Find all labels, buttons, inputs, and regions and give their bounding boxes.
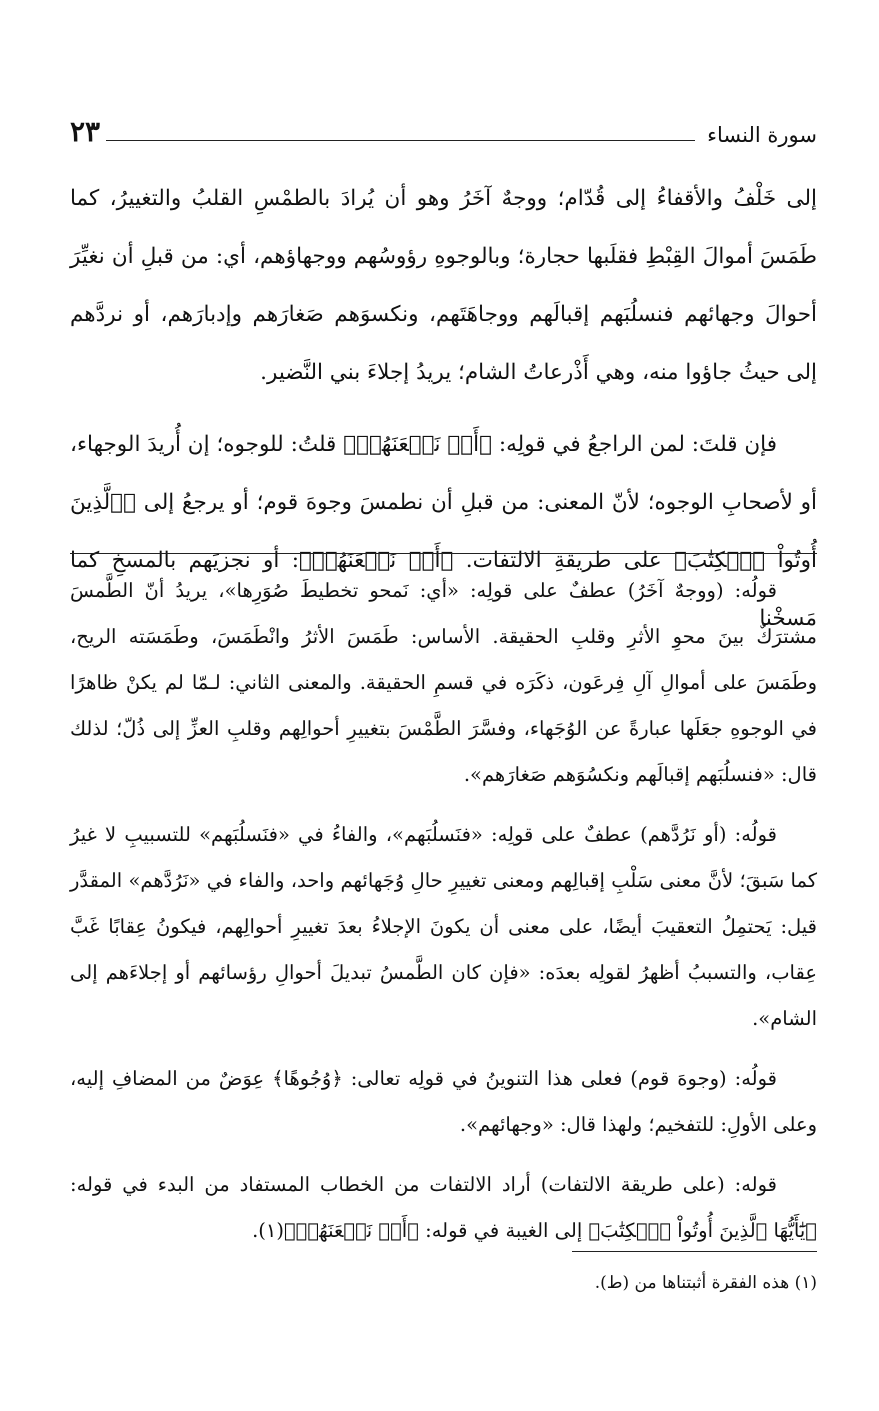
commentary bbox=[70, 568, 817, 1268]
footnote-divider bbox=[572, 1251, 817, 1252]
commentary-paragraph-4: قوله: (على طريقة الالتفات) أراد الالتفات من الخطاب المستفاد من البدء في قوله: ﴿يَٰٓأَيُّهَا ٱلَّذِينَ أُوتُواْ ٱلۡكِتَٰبَ﴾ إلى الغيبة في قوله: ﴿أَوۡ نَلۡعَنَهُمۡ﴾(١). bbox=[70, 1173, 817, 1242]
commentary-paragraph-1: قولُه: (ووجهٌ آخَرُ) عطفٌ على قولِه: «أي: نَمحو تخطيطَ صُوَرِها»، يريدُ أنّ الطَّمسَ مشترَكٌ بينَ محوِ الأثرِ وقلبِ الحقيقة. الأساس: طَمَسَ الأثرُ وانْطَمَسَ، وطَمَسَته الريح، وطَمَسَ على أموالِ آلِ فِرعَون، ذكَرَه في قسمِ الحقيقة. والمعنى الثاني: لـمّا لم يكنْ ظاهرًا في الوجوهِ جعَلَها عبارةً عن الوُجَهاء، وفسَّرَ الطَّمْسَ بتغييرِ أحوالِهم وقلبِ العزِّ إلى ذُلّ؛ لذلك قال: «فنسلُبَهم إقبالَهم ونكسُوَهم صَغارَهم». bbox=[70, 579, 817, 786]
commentary-paragraph-2: قولُه: (أو نَرُدَّهم) عطفٌ على قولِه: «فنَسلُبَهم»، والفاءُ في «فنَسلُبَهم» للتسبيبِ لا غيرُ كما سَبقَ؛ لأنَّ معنى سَلْبِ إقبالِهم ومعنى تغييرِ حالِ وُجَهائهم واحد، والفاء في «نَرُدَّهم» المقدَّر قيل: يَحتمِلُ التعقيبَ أيضًا، على معنى أن يكونَ الإجلاءُ بعدَ تغييرِ أحوالِهم، فيكونُ عِقابًا غَبَّ عِقاب، والتسببُ أظهرُ لقولِه بعدَه: «فإن كان الطَّمسُ تبديلَ أحوالِ رؤسائهم أو إجلاءَهم إلى الشام». bbox=[70, 823, 817, 1030]
main-paragraph-2: فإن قلتَ: لمن الراجعُ في قولِه: ﴿أَوۡ نَلۡعَنَهُمۡ﴾ قلتُ: للوجوه؛ إن أُريدَ الوجهاء، أو لأصحابِ الوجوه؛ لأنّ المعنى: من قبلِ أن نطمسَ وجوهَ قوم؛ أو يرجعُ إلى ﴿ٱلَّذِينَ أُوتُواْ ٱلۡكِتَٰبَ﴾ على طريقةِ الالتفات. ﴿أَوۡ نَلۡعَنَهُمۡ﴾: أو نجزيَهم بالمسخِ كما مَسخْنا bbox=[70, 432, 817, 631]
main-paragraph-1: إلى خَلْفُ والأقفاءُ إلى قُدّام؛ ووجهٌ آخَرُ وهو أن يُرادَ بالطمْسِ القلبُ والتغييرُ، كما طَمَسَ أموالَ القِبْطِ فقلَبها حجارة؛ وبالوجوهِ رؤوسُهم ووجهاؤهم، أي: من قبلِ أن نغيِّرَ أحوالَ وجهائهم فنسلُبَهم إقبالَهم ووجاهَتَهم، ونكسوَهم صَغارَهم وإدبارَهم، أو نردَّهم إلى حيثُ جاؤوا منه، وهي أَذْرعاتُ الشام؛ يريدُ إجلاءَ بني النَّضير. bbox=[70, 186, 817, 385]
running-header bbox=[70, 112, 817, 148]
section-divider bbox=[70, 553, 817, 554]
page-number: ٢٣ bbox=[70, 115, 101, 149]
surah-title: سورة النساء bbox=[707, 122, 817, 147]
header-rule bbox=[106, 140, 695, 141]
footnote: (١) هذه الفقرة أثبتناها من (ط). bbox=[594, 1273, 817, 1293]
commentary-paragraph-3: قولُه: (وجوهَ قوم) فعلى هذا التنوينُ في قولِه تعالى: ﴿وُجُوهًا﴾ عِوَضٌ من المضافِ إليه، وعلى الأولِ: للتفخيم؛ ولهذا قال: «وجهائهم». bbox=[70, 1067, 817, 1136]
